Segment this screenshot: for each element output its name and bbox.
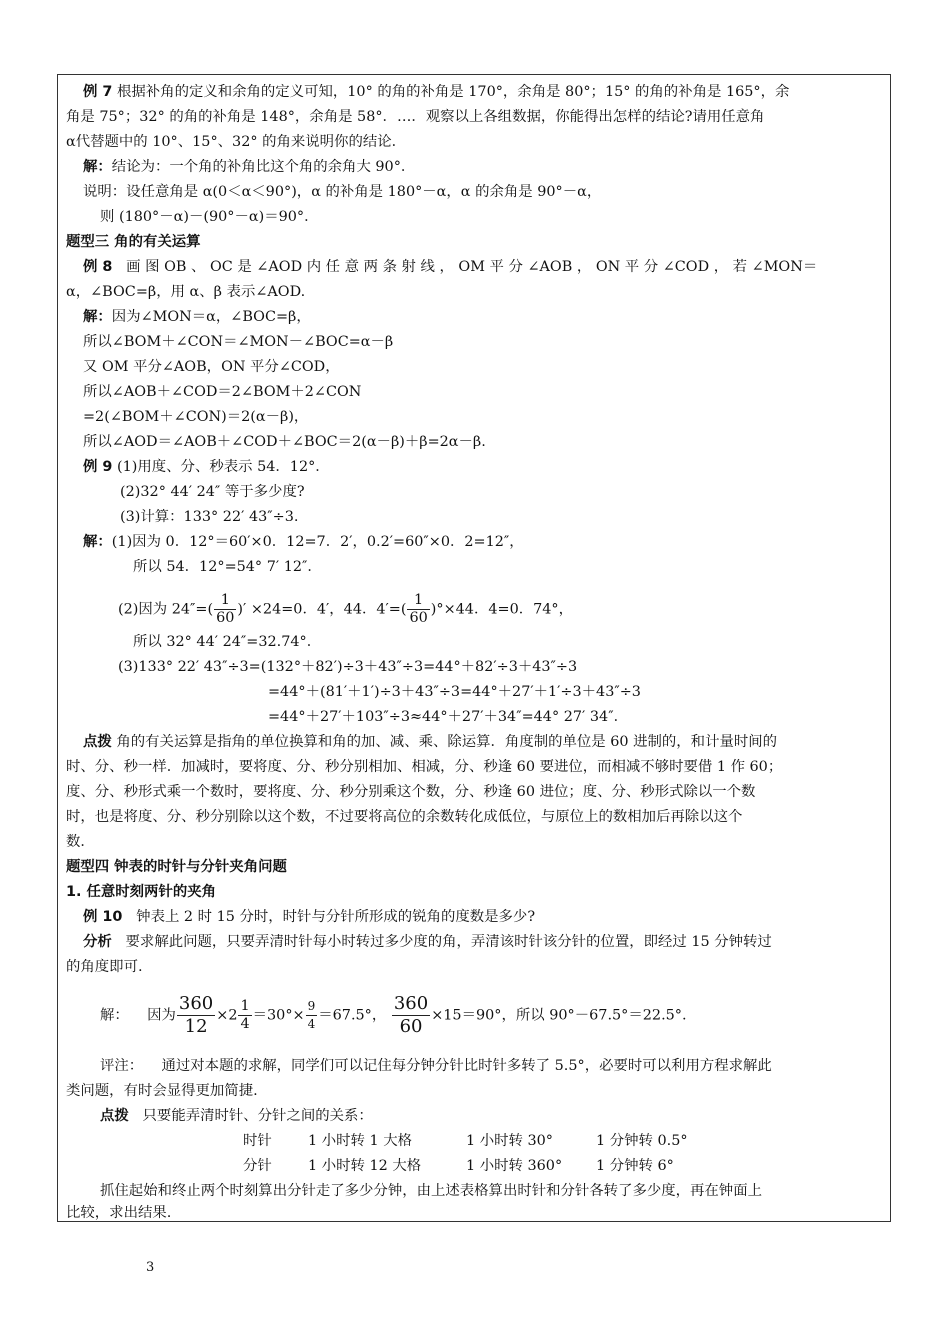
analysis-line-2: 的角度即可. [66,959,143,975]
example-7-label: 例 7 [83,84,113,100]
example-8-sol-6: 所以∠AOD＝∠AOB＋∠COD＋∠BOC＝2(α－β)＋β=2α－β. [83,434,486,450]
fraction-360-60: $\frac{360}{60}$ [393,993,429,1037]
table-cell: 1 小时转 360° [466,1158,563,1174]
example-10-solution: 解： 因为 $\frac{360}{12}$ ×2 $\frac{1}{4}$ ＝30°× $\frac{9}{4}$ ＝67.5°， $\frac{360}{60}$ ×15＝90°，所以 90°－67.5°＝22.5°. [100,993,687,1037]
example-7-line-1: 例 7 根据补角的定义和余角的定义可知，10° 的角的补角是 170°，余角是 80°；15° 的角的补角是 165°，余 [83,84,790,100]
example-7-solution: 解：结论为：一个角的补角比这个角的余角大 90°． [83,159,416,175]
example-9-sol-2: 所以 54．12°=54° 7′ 12″． [133,559,322,575]
fraction-1-4: $\frac{1}{4}$ [240,998,250,1032]
comment-line-2: 类问题，有时会显得更加简捷. [66,1083,258,1099]
example-9-sol-5: (3)133° 22′ 43″÷3=(132°＋82′)÷3＋43″÷3=44°＋82′÷3＋43″÷3 [118,659,578,675]
example-8-line-1: 例 8 画 图 OB 、 OC 是 ∠AOD 内 任 意 两 条 射 线 ， OM 平 分 ∠AOB ， ON 平 分 ∠COD ， 若 ∠MON＝ [83,259,818,275]
example-9-q1: 例 9 (1)用度、分、秒表示 54．12°． [83,459,330,475]
fraction-360-12: $\frac{360}{12}$ [178,993,214,1037]
fraction-1-60: $\frac{1}{60}$ [216,592,235,626]
section-3-title: 题型三 角的有关运算 [66,234,201,250]
example-8-sol-5: =2(∠BOM＋∠CON)＝2(α－β)， [83,409,309,425]
example-9-sol-6: =44°＋(81′＋1′)÷3＋43″÷3=44°＋27′＋1′÷3＋43″÷3 [268,684,641,700]
tip-1-line-1: 点拨 角的有关运算是指角的单位换算和角的加、减、乘、除运算．角度制的单位是 60 进制的，和计量时间的 [83,734,778,750]
table-cell: 1 小时转 30° [466,1133,553,1149]
table-cell: 1 分钟转 6° [596,1158,674,1174]
example-7-result: 则 (180°－α)－(90°－α)＝90°． [100,209,319,225]
example-9-sol-3: (2)因为 24″=( $\frac{1}{60}$ )′ ×24=0．4′，44．4′=( $\frac{1}{60}$ )°×44．4=0．74°， [118,592,574,626]
example-10: 例 10 钟表上 2 时 15 分时，时针与分针所形成的锐角的度数是多少? [83,909,536,925]
tip-1-line-3: 度、分、秒形式乘一个数时，要将度、分、秒分别乘这个数，分、秒逢 60 进位；度、分、秒形式除以一个数 [66,784,756,800]
example-9-sol-7: =44°＋27′＋103″÷3≈44°＋27′＋34″=44° 27′ 34″． [268,709,628,725]
tip-1-line-5: 数． [66,834,95,850]
section-4-title: 题型四 钟表的时针与分针夹角问题 [66,859,287,875]
tip-1-line-4: 时，也是将度、分、秒分别除以这个数，不过要将高位的余数转化成低位，与原位上的数相加后再除以这个 [66,809,743,825]
tip-2-line-2: 抓住起始和终止两个时刻算出分针走了多少分钟，由上述表格算出时针和分针各转了多少度，再在钟面上 [100,1183,762,1199]
example-9-q2: (2)32° 44′ 24″ 等于多少度? [120,484,305,500]
example-8-sol-1: 解：因为∠MON＝α，∠BOC=β， [83,309,311,325]
tip-2-line-3: 比较，求出结果. [66,1205,172,1221]
example-8-line-2: α，∠BOC=β，用 α、β 表示∠AOD. [66,284,306,300]
tip-2-line-1: 点拨 只要能弄清时针、分针之间的关系： [100,1108,373,1124]
table-cell: 1 分钟转 0.5° [596,1133,688,1149]
example-9-sol-4: 所以 32° 44′ 24″=32.74°． [133,634,322,650]
table-row-hour-hand-label: 时针 [243,1133,272,1149]
example-9-sol-1: 解：(1)因为 0．12°＝60′×0．12=7．2′，0.2′=60″×0．2=12″， [83,534,524,550]
example-8-sol-3: 又 OM 平分∠AOB，ON 平分∠COD， [83,359,340,375]
example-7-line-3: α代替题中的 10°、15°、32° 的角来说明你的结论． [66,134,407,150]
example-7-explain: 说明：设任意角是 α(0＜α＜90°)，α 的补角是 180°－α，α 的余角是 90°－α， [83,184,602,200]
table-cell: 1 小时转 1 大格 [308,1133,412,1149]
example-8-sol-4: 所以∠AOB＋∠COD＝2∠BOM＋2∠CON [83,384,362,400]
page-number: 3 [146,1260,155,1275]
example-9-q3: (3)计算：133° 22′ 43″÷3. [120,509,299,525]
comment-line-1: 评注： 通过对本题的求解，同学们可以记住每分钟分针比时针多转了 5.5°，必要时可以利用方程求解此 [100,1058,772,1074]
fraction-1-60-b: $\frac{1}{60}$ [409,592,428,626]
example-7-line-2: 角是 75°；32° 的角的补角是 148°，余角是 58°．…．观察以上各组数据，你能得出怎样的结论?请用任意角 [66,109,765,125]
table-row-minute-hand-label: 分针 [243,1158,272,1174]
example-8-sol-2: 所以∠BOM＋∠CON＝∠MON－∠BOC=α－β [83,334,394,350]
analysis-line-1: 分析 要求解此问题，只要弄清时针每小时转过多少度的角，弄清该时针该分针的位置，即经过 15 分钟转过 [83,934,772,950]
tip-1-line-2: 时、分、秒一样．加减时，要将度、分、秒分别相加、相减，分、秒逢 60 要进位，而相减不够时要借 1 作 60； [66,759,783,775]
section-4-subtitle: 1. 任意时刻两针的夹角 [66,884,217,900]
table-cell: 1 小时转 12 大格 [308,1158,422,1174]
fraction-9-4: $\frac{9}{4}$ [307,999,316,1031]
